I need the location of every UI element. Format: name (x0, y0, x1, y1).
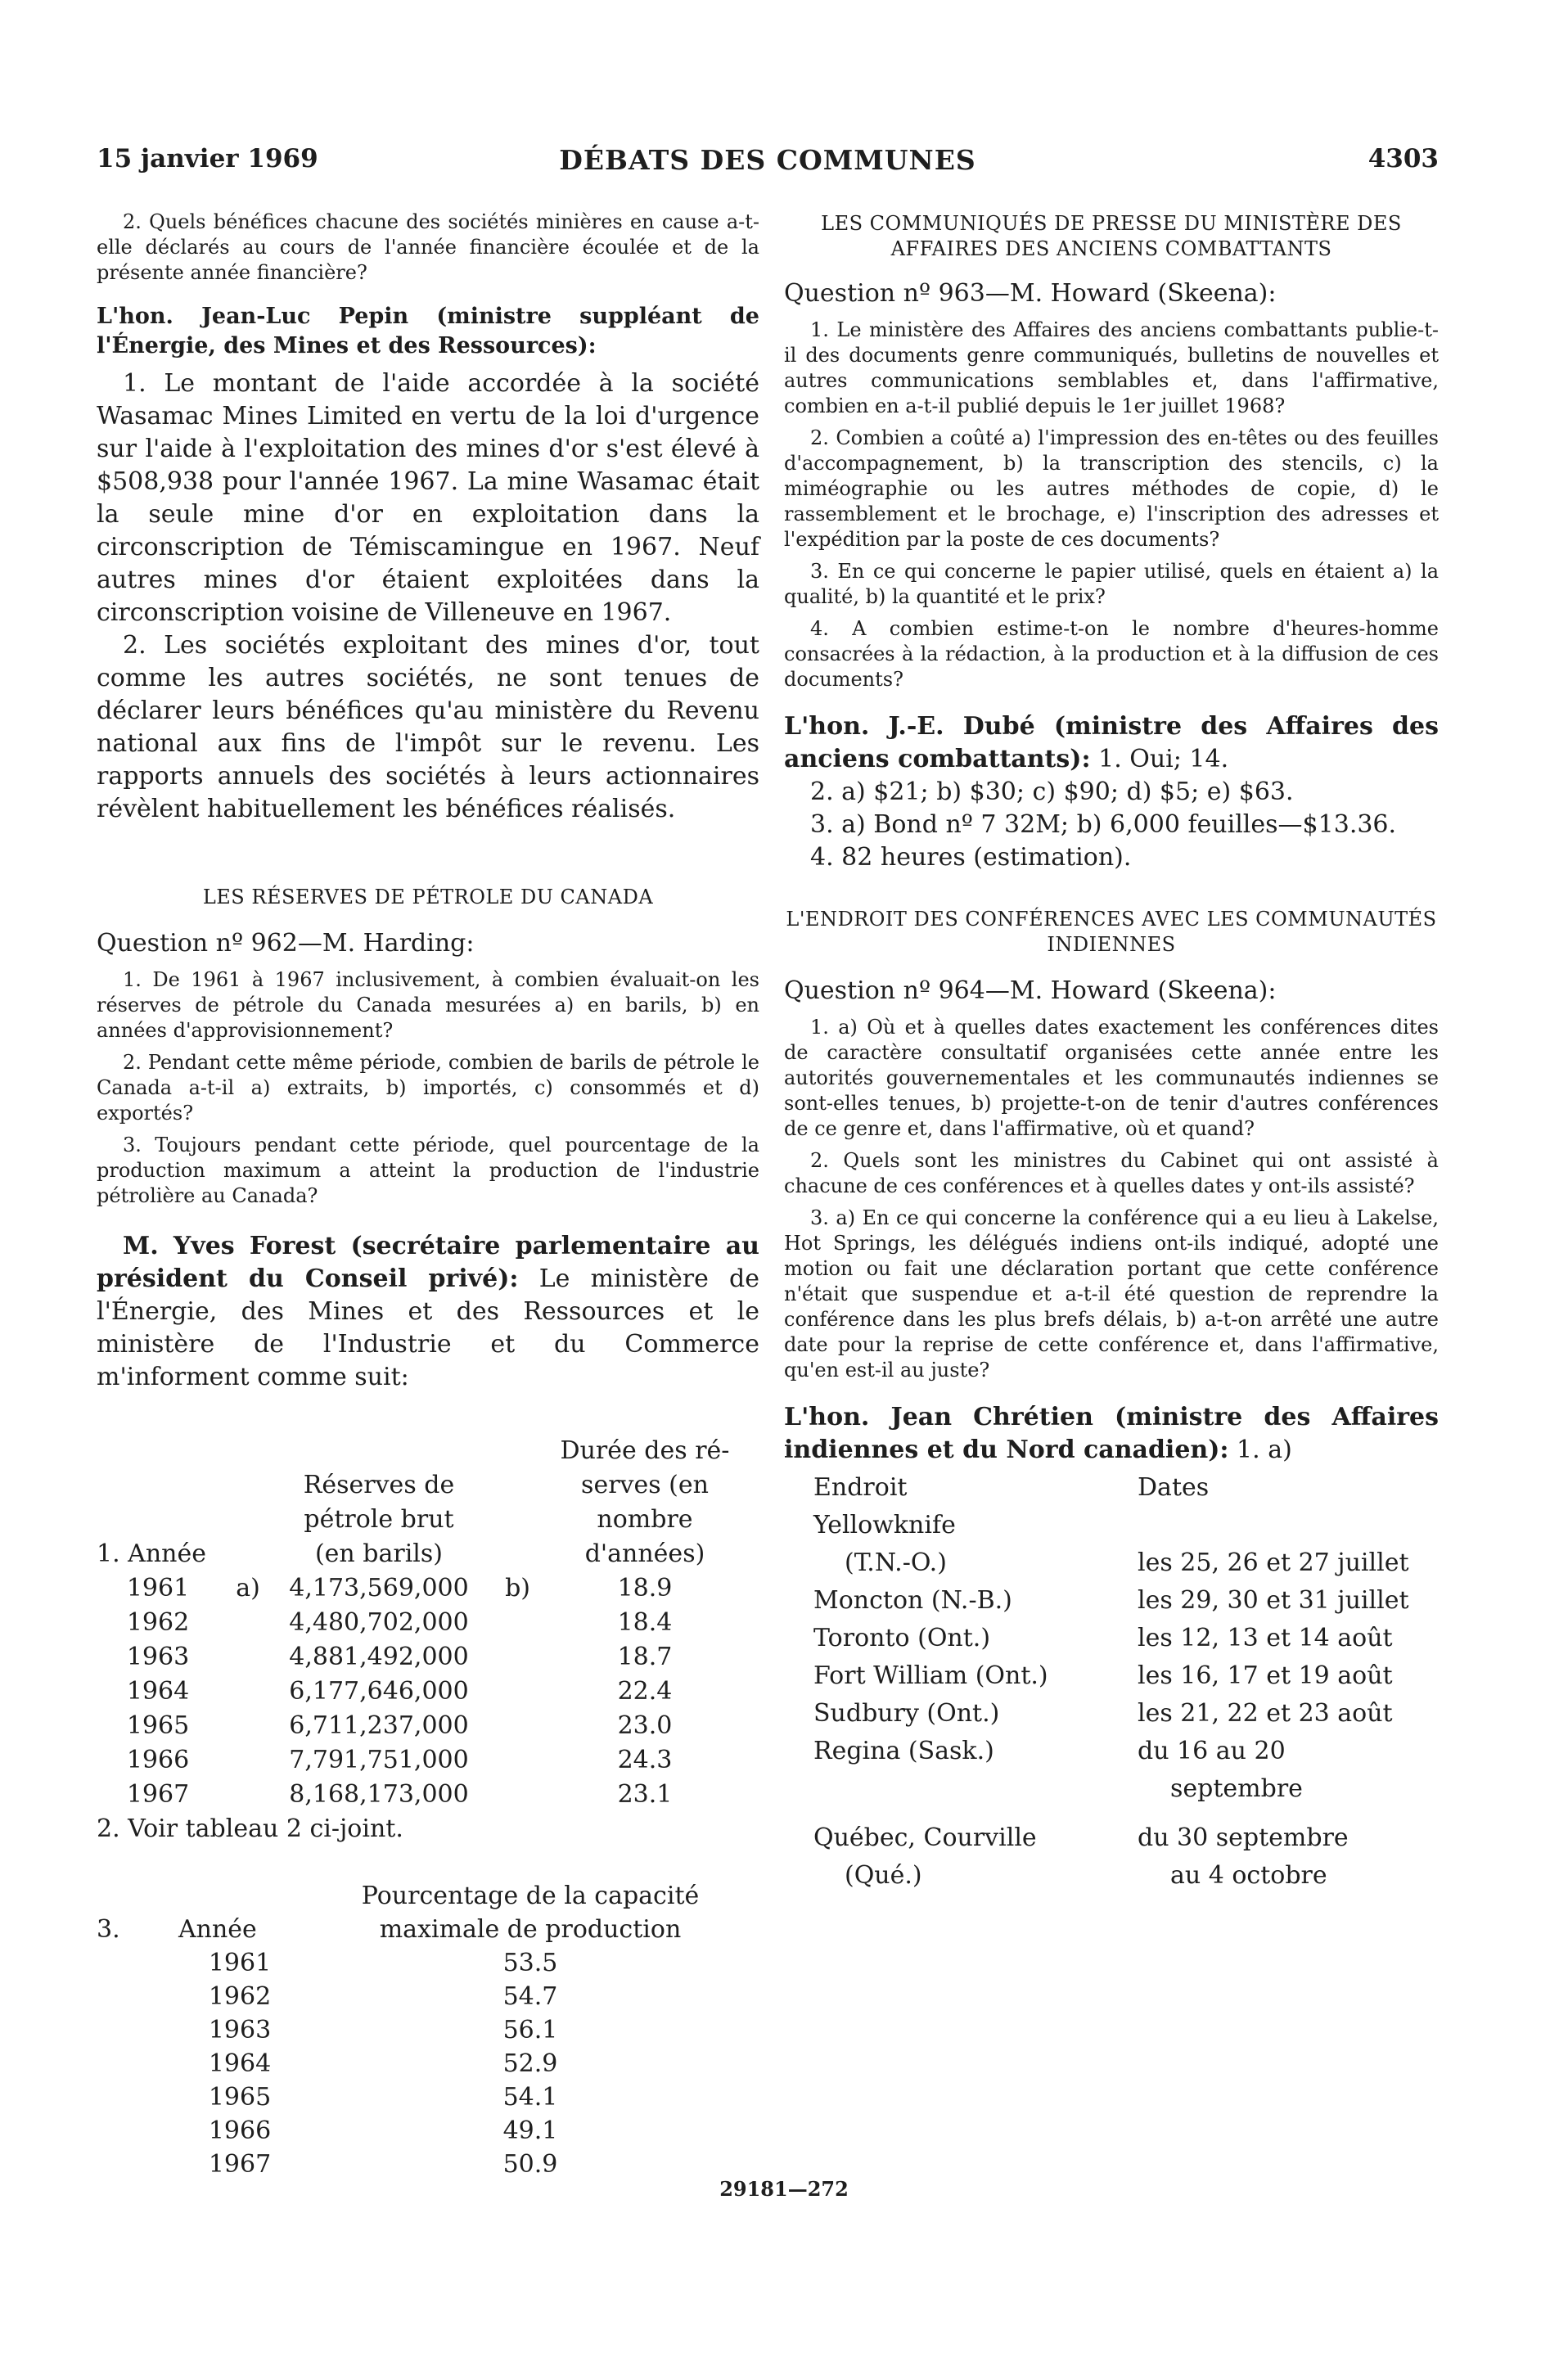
table-row: 1966 49.1 (208, 2116, 558, 2145)
table-row: 1965 54.1 (208, 2083, 558, 2112)
left-column (97, 210, 759, 2181)
table-row: septembre (1170, 1774, 1303, 1803)
table-row: 1966 7,791,751,000 24.3 (126, 1746, 673, 1774)
speaker-pepin: L'hon. Jean-Luc Pepin (ministre suppléant de l'Énergie, des Mines et des Ressources): (97, 304, 759, 358)
answer-text: Le ministère de l'Énergie, des Mines et des Ressources et le ministère de l'Industrie et du Commerce m'informent comme suit: (97, 1264, 759, 1391)
table-row: 1963 56.1 (208, 2016, 558, 2044)
question-paragraph: 1. De 1961 à 1967 inclusivement, à combien évaluait-on les réserves de pétrole du Canada mesurées a) en barils, b) en années d'approvisionnement? (97, 968, 759, 1042)
table-header: serves (en (581, 1471, 709, 1499)
table-row: 1967 8,168,173,000 23.1 (126, 1780, 673, 1809)
marker-b: b) (505, 1574, 530, 1602)
oil-reserves-table (97, 1399, 759, 1811)
table-header: Pourcentage de la capacité (361, 1882, 700, 1910)
table-header: Réserves de (303, 1471, 455, 1499)
table-header: Durée des ré- (560, 1436, 730, 1465)
table-row: Sudbury (Ont.) les 21, 22 et 23 août (813, 1699, 1393, 1728)
speaker-chretien: L'hon. Jean Chrétien (ministre des Affaires indiennes et du Nord canadien): (784, 1403, 1439, 1464)
question-paragraph: 4. A combien estime-t-on le nombre d'heures-homme consacrées à la rédaction, à la production et à la diffusion de ces documents? (784, 617, 1439, 691)
answer-text: 1. a) (1237, 1436, 1292, 1464)
section-title: LES COMMUNIQUÉS DE PRESSE DU MINISTÈRE DES AFFAIRES DES ANCIENS COMBATTANTS (821, 212, 1402, 260)
question-paragraph: 1. Le ministère des Affaires des anciens combattants publie-t-il des documents genre communiqués, bulletins de nouvelles et autres communications semblables et, dans l'affirmative, combien en a-t-il publié depuis le 1er juillet 1968? (784, 318, 1439, 417)
question-paragraph: 2. Quels bénéfices chacune des sociétés minières en cause a-t-elle déclarés au cours de l'année financière écoulée et de la présente année financière? (97, 210, 759, 284)
answer-paragraph: 4. 82 heures (estimation). (810, 843, 1132, 872)
answer-text: 1. Oui; 14. (1098, 745, 1229, 773)
right-column (784, 210, 1439, 1897)
answer-paragraph: 2. Les sociétés exploitant des mines d'or, tout comme les autres sociétés, ne sont tenues de déclarer leurs bénéfices qu'au ministère du Revenu national aux fins de l'impôt sur le revenu. Les rapports annuels des sociétés à leurs actionnaires révèlent habituellement les bénéfices réalisés. (97, 631, 759, 823)
page-header (97, 144, 1439, 185)
question-heading: Question nº 962—M. Harding: (97, 929, 475, 958)
answer-paragraph (784, 1401, 1439, 1467)
question-heading: Question nº 963—M. Howard (Skeena): (784, 279, 1277, 308)
footer-code: 29181—272 (719, 2177, 849, 2201)
table-header: pétrole brut (304, 1505, 454, 1534)
table-header: Dates (1138, 1473, 1210, 1502)
table-row: Québec, Courville du 30 septembre (813, 1823, 1349, 1852)
table-row: 1962 54.7 (208, 1982, 558, 2011)
table-header: 3. (97, 1915, 120, 1944)
answer-paragraph: 1. Le montant de l'aide accordée à la société Wasamac Mines Limited en vertu de la loi d'urgence sur l'aide à l'exploitation des mines d'or s'est élevé à $508,938 pour l'année 1967. La mine Wasamac était la seule mine d'or en exploitation dans la circonscription de Témiscamingue en 1967. Neuf autres mines d'or étaient exploitées dans la circonscription voisine de Villeneuve en 1967. (97, 369, 759, 627)
page-number: 4303 (1367, 144, 1439, 174)
table-row: Regina (Sask.) du 16 au 20 (813, 1737, 1286, 1765)
header-title: DÉBATS DES COMMUNES (559, 144, 976, 176)
table-row: Toronto (Ont.) les 12, 13 et 14 août (813, 1624, 1393, 1652)
answer-paragraph (784, 710, 1439, 776)
speaker-heading (97, 302, 759, 361)
capacity-table (97, 1846, 759, 2181)
table-row: Yellowknife (813, 1511, 956, 1539)
table-row: 1963 4,881,492,000 18.7 (126, 1643, 673, 1671)
question-paragraph: 2. Pendant cette même période, combien de barils de pétrole le Canada a-t-il a) extraits, b) importés, c) consommés et d) exportés? (97, 1051, 759, 1125)
table-row: 1967 50.9 (208, 2150, 558, 2179)
table-row: 1964 6,177,646,000 22.4 (126, 1677, 673, 1706)
answer-paragraph: 2. a) $21; b) $30; c) $90; d) $5; e) $63. (810, 778, 1294, 806)
question-paragraph: 3. a) En ce qui concerne la conférence qui a eu lieu à Lakelse, Hot Springs, les délégués indiens ont-ils indiqué, adopté une motion ou fait une déclaration portant que cette conférence n'était que suspendue et a-t-il été question de reprendre la conférence dans les plus brefs délais, b) a-t-on arrêté une autre date pour la reprise de cette conférence et, dans l'affirmative, qu'en est-il au juste? (784, 1206, 1439, 1382)
table-header: nombre (597, 1505, 693, 1534)
answer-paragraph (97, 1230, 759, 1394)
answer-paragraph: 2. Voir tableau 2 ci-joint. (97, 1814, 403, 1843)
table-header: 1. Année (97, 1539, 206, 1568)
question-heading: Question nº 964—M. Howard (Skeena): (784, 976, 1277, 1005)
table-row: 1962 4,480,702,000 18.4 (126, 1608, 673, 1637)
answer-paragraph: 3. a) Bond nº 7 32M; b) 6,000 feuilles—$13.36. (810, 810, 1397, 839)
speaker-forest: M. Yves Forest (secrétaire parlementaire au président du Conseil privé): (97, 1232, 759, 1293)
question-paragraph: 2. Combien a coûté a) l'impression des en-têtes ou des feuilles d'accompagnement, b) la transcription des stencils, c) la miméographie ou les autres méthodes de copie, d) le rassemblement et le brochage, e) l'inscription des adresses et l'expédition par la poste de ces documents? (784, 426, 1439, 551)
question-paragraph: 3. Toujours pendant cette période, quel pourcentage de la production maximum a atteint la production de l'industrie pétrolière au Canada? (97, 1134, 759, 1207)
conference-table (784, 1472, 1439, 1897)
table-row: 1961 a) 4,173,569,000 b) 18.9 (97, 1571, 759, 1605)
table-row: (Qué.) au 4 octobre (845, 1861, 1327, 1890)
table-header: maximale de production (379, 1915, 682, 1944)
table-row: 1965 6,711,237,000 23.0 (126, 1711, 673, 1740)
table-header: (en barils) (314, 1539, 444, 1568)
header-date: 15 janvier 1969 (97, 144, 318, 174)
table-row: 1964 52.9 (208, 2049, 558, 2078)
table-row: 1961 53.5 (208, 1949, 558, 1977)
section-title: L'ENDROIT DES CONFÉRENCES AVEC LES COMMUNAUTÉS INDIENNES (786, 908, 1437, 956)
section-title: LES RÉSERVES DE PÉTROLE DU CANADA (202, 886, 654, 908)
table-row: Moncton (N.-B.) les 29, 30 et 31 juillet (813, 1586, 1409, 1615)
table-row: (T.N.-O.) les 25, 26 et 27 juillet (845, 1548, 1409, 1577)
marker-a: a) (236, 1574, 260, 1602)
table-row: Fort William (Ont.) les 16, 17 et 19 août (813, 1661, 1393, 1690)
question-paragraph: 3. En ce qui concerne le papier utilisé, quels en étaient a) la qualité, b) la quantité et le prix? (784, 560, 1439, 608)
table-header: d'années) (584, 1539, 705, 1568)
table-header: Endroit (813, 1473, 908, 1502)
question-paragraph: 2. Quels sont les ministres du Cabinet qui ont assisté à chacune de ces conférences et à quelles dates y ont-ils assisté? (784, 1149, 1439, 1197)
table-header: Année (178, 1915, 257, 1944)
question-paragraph: 1. a) Où et à quelles dates exactement les conférences dites de caractère consultatif organisées cette année entre les autorités gouvernementales et les communautés indiennes se sont-elles tenues, b) projette-t-on de tenir d'autres conférences de ce genre et, dans l'affirmative, où et quand? (784, 1016, 1439, 1140)
speaker-dube: L'hon. J.-E. Dubé (ministre des Affaires des anciens combattants): (784, 712, 1439, 773)
